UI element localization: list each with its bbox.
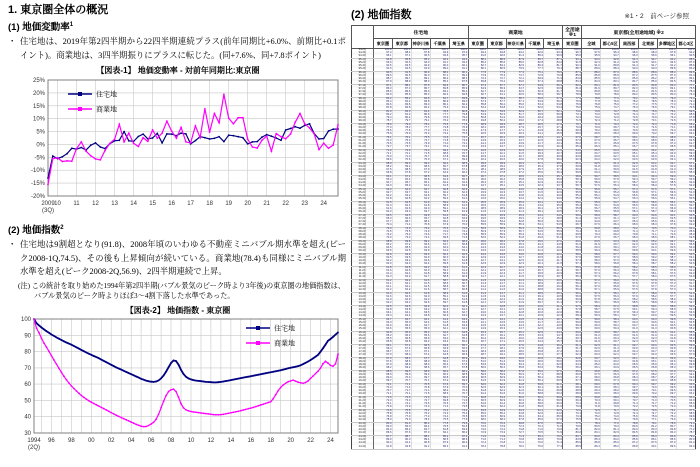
svg-text:20: 20	[244, 201, 252, 208]
svg-text:06: 06	[147, 437, 155, 444]
svg-text:11: 11	[73, 201, 80, 208]
svg-text:商業地: 商業地	[96, 106, 117, 114]
svg-text:02: 02	[107, 437, 115, 444]
svg-text:15%: 15%	[32, 103, 45, 110]
figure2-title: 【図表-2】 地価指数 - 東京圏	[125, 305, 231, 315]
svg-text:19: 19	[225, 201, 233, 208]
figure1-line-chart	[8, 76, 342, 220]
svg-text:-10%: -10%	[30, 168, 45, 175]
svg-text:22: 22	[307, 437, 314, 444]
svg-text:(3Q): (3Q)	[42, 208, 54, 215]
svg-text:10: 10	[187, 437, 195, 444]
svg-text:60: 60	[24, 381, 31, 388]
svg-text:18: 18	[206, 201, 213, 208]
svg-text:25%: 25%	[32, 78, 45, 85]
section2-bullet-text: 住宅地は9割超となり(91.8)、2008年頃のいわゆる不動産ミニバブル期水準を超え(ピーク2008-1Q,74.5)、その後も上昇傾向が続いている。商業地(78.4)も同様にミニバブル期水準を超え(ピーク2008-2Q,56.9)、2四半期連続で上昇。	[20, 240, 346, 277]
svg-text:90: 90	[24, 333, 31, 340]
svg-text:5%: 5%	[36, 129, 45, 136]
svg-text:22: 22	[282, 201, 290, 208]
svg-text:21: 21	[263, 201, 271, 208]
svg-text:100: 100	[20, 316, 31, 323]
svg-text:14: 14	[227, 437, 235, 444]
svg-text:-20%: -20%	[30, 194, 45, 201]
svg-text:-15%: -15%	[30, 181, 45, 188]
land-price-index-table: 住宅地 商業地 全用途※1 東京都(全用途地域) ※2 東京圏 東京都 神奈川県 千葉県 埼玉県 東京圏 東京都 神奈川県 千葉県 埼玉県 東京圏 全域 都心5区 南西部 北東部 多摩地区 都心3区 94-2Q 100.0 100.0 100.0 100.0 100.0 100.0 100.0 100.0 100.0 100.0 100.0 100.0 100.0 100.0 100.0 100.0 100.0 94-3Q 97.4 98.4 97.8 94.9 97.0 94.4 94.8 94.2 92.0 93.4 96.7 97.6 96.4 98.0 98.3 97.8 92.2 94-4Q 96.1 97.1 96.5 93.6 95.7 91.6 92.0 91.4 89.2 90.6 95.0 95.9 94.7 96.3 96.6 96.1 90.5 95-1Q 94.8 95.8 95.2 92.3 94.4 88.1 88.5 87.9 85.7 87.1 93.1 94.0 92.8 94.4 94.7 94.2 88.6 95-2Q 93.6 94.6 94.0 91.1 93.2 85.2 85.6 85.0 82.8 84.2 91.5 92.4 91.2 92.8 93.1 92.6 87.0 95-3Q 92.5 93.5 92.9 90.0 92.1 82.7 83.1 82.5 80.3 81.7 90.1 91.0 89.8 91.4 91.7 91.2 85.6 95-4Q 91.5 92.5 91.9 89.0 91.1 80.1 80.5 79.9 77.7 79.1 88.7 89.6 88.4 90.0 90.3 89.8 84.2 96-1Q 90.5 91.5 90.9 88.0 90.1 77.5 77.9 77.3 75.1 76.5 87.3 88.2 87.0 88.6 88.9 88.4 82.8 96-2Q 89.6 90.6 90.0 87.1 89.2 74.9 75.3 74.7 72.5 73.9 85.9 86.8 85.6 87.2 87.5 87.0 81.4 96-3Q 88.7 89.7 89.1 86.2 88.3 72.3 72.7 72.1 69.9 71.3 84.6 85.5 84.3 85.9 86.2 85.7 80.1 96-4Q 87.9 88.9 88.3 85.4 87.5 69.8 70.2 69.6 67.4 68.8 83.4 84.3 83.1 84.7 85.0 84.5 78.9 97-1Q 87.1 88.1 87.5 84.6 86.7 67.3 67.7 67.1 64.9 66.3 82.2 83.1 81.9 83.5 83.8 83.3 77.7 97-2Q 86.3 87.3 86.7 83.8 85.9 64.9 65.3 64.7 62.5 63.9 81.0 81.9 80.7 82.3 82.6 82.1 76.5 97-3Q 85.6 86.6 86.0 83.1 85.2 62.7 63.1 62.5 60.3 61.7 79.9 80.8 79.6 81.2 81.5 81.0 75.4 97-4Q 84.9 85.9 85.3 82.4 84.5 60.7 61.1 60.5 58.3 59.7 78.9 79.8 78.6 80.2 80.5 80.0 74.4 98-1Q 84.2 85.2 84.6 81.7 83.8 58.9 59.3 58.7 56.5 57.9 77.9 78.8 77.6 79.2 79.5 79.0 73.4 98-2Q 83.4 84.4 83.8 80.9 83.0 57.3 57.7 57.1 54.9 56.3 76.9 77.8 76.6 78.2 78.5 78.0 72.4 98-3Q 82.6 83.6 83.0 80.1 82.2 55.8 56.2 55.6 53.4 54.8 75.9 76.8 75.6 77.2 77.5 77.0 71.4 98-4Q 81.8 82.8 82.2 79.3 81.4 54.4 54.8 54.2 52.0 53.4 75.0 75.9 74.7 76.3 76.6 76.1 70.5 99-1Q 81.0 82.0 81.4 78.5 80.6 53.1 53.5 52.9 50.7 52.1 74.0 74.9 73.7 75.3 75.6 75.1 69.5 99-2Q 80.2 81.2 80.6 77.7 79.8 51.9 52.3 51.7 49.5 50.9 73.1 74.0 72.8 74.4 74.7 74.2 68.6 99-3Q 79.4 80.4 79.8 76.9 79.0 50.8 51.2 50.6 48.4 49.8 72.3 73.2 72.0 73.6 73.9 73.4 67.8 99-4Q 78.7 79.7 79.1 76.2 78.3 49.8 50.2 49.6 47.4 48.8 71.5 72.4 71.2 72.8 73.1 72.6 67.0 00-1Q 78.0 79.0 78.4 75.5 77.6 48.9 49.3 48.7 46.5 47.9 70.7 71.6 70.4 72.0 72.3 71.8 66.2 00-2Q 77.3 78.3 77.7 74.8 76.9 48.1 48.5 47.9 45.7 47.1 70.0 70.9 69.7 71.3 71.6 71.1 65.5 00-3Q 76.6 77.6 77.0 74.1 76.2 47.3 47.7 47.1 44.9 46.3 69.3 70.2 69.0 70.6 70.9 70.4 64.8 00-4Q 75.9 76.9 76.3 73.4 75.5 46.5 46.9 46.3 44.1 45.5 68.6 69.5 68.3 69.9 70.2 69.7 64.1 01-1Q 75.1 76.1 75.5 72.6 74.7 45.7 46.1 45.5 43.3 44.7 67.8 68.7 67.5 69.1 69.4 68.9 63.3 01-2Q 74.3 75.3 74.7 71.8 73.9 44.9 45.3 44.7 42.5 43.9 67.0 67.9 66.7 68.3 68.6 68.1 62.5 01-3Q 73.5 74.5 73.9 71.0 73.1 44.1 44.5 43.9 41.7 43.1 66.2 67.1 65.9 67.5 67.8 67.3 61.7 01-4Q 72.7 73.7 73.1 70.2 72.3 43.3 43.7 43.1 40.9 42.3 65.4 66.3 65.1 66.7 67.0 66.5 60.9 02-1Q 71.9 72.9 72.3 69.4 71.5 42.5 42.9 42.3 40.1 41.5 64.6 65.5 64.3 65.9 66.2 65.7 60.1 02-2Q 71.1 72.1 71.5 68.6 70.7 41.7 42.1 41.5 39.3 40.7 63.8 64.7 63.5 65.1 65.4 64.9 59.3 02-3Q 70.3 71.3 70.7 67.8 69.9 40.9 41.3 40.7 38.5 39.9 63.0 63.9 62.7 64.3 64.6 64.1 58.5 02-4Q 69.6 70.6 70.0 67.1 69.2 40.2 40.6 40.0 37.8 39.2 62.3 63.2 62.0 63.6 63.9 63.4 57.8 03-1Q 68.9 69.9 69.3 66.4 68.5 39.5 39.9 39.3 37.1 38.5 61.6 62.5 61.3 62.9 63.2 62.7 57.1 03-2Q 68.2 69.2 68.6 65.7 67.8 38.8 39.2 38.6 36.4 37.8 60.9 61.8 60.6 62.2 62.5 62.0 56.4 03-3Q 67.5 68.5 67.9 65.0 67.1 38.1 38.5 37.9 35.7 37.1 60.2 61.1 59.9 61.5 61.8 61.3 55.7 03-4Q 66.8 67.8 67.2 64.3 66.4 37.4 37.8 37.2 35.0 36.4 59.5 60.4 59.2 60.8 61.1 60.6 55.0 04-1Q 66.1 67.1 66.5 63.6 65.7 36.7 37.1 36.5 34.3 35.7 58.8 59.7 58.5 60.1 60.4 59.9 54.3 04-2Q 65.4 66.4 65.8 62.9 65.0 36.0 36.4 35.8 33.6 35.0 58.1 59.0 57.8 59.4 59.7 59.2 53.6 04-3Q 64.7 65.7 65.1 62.2 64.3 35.3 35.7 35.1 32.9 34.3 57.4 58.3 57.1 58.7 59.0 58.5 52.9 04-4Q 64.0 65.0 64.4 61.5 63.6 34.7 35.1 34.5 32.3 33.7 56.7 57.6 56.4 58.0 58.3 57.8 52.2 05-1Q 63.3 64.3 63.7 60.8 62.9 34.2 34.6 34.0 31.8 33.2 56.0 56.9 55.7 57.3 57.6 57.1 51.5 05-2Q 62.7 63.7 63.1 60.2 62.3 33.9 34.3 33.7 31.5 32.9 55.5 56.4 55.2 56.8 57.1 56.6 51.0 05-3Q 62.2 63.2 62.6 59.7 61.8 34.0 34.4 33.8 31.6 33.0 55.2 56.1 54.9 56.5 56.8 56.3 50.7 05-4Q 61.8 62.8 62.2 59.3 61.4 34.6 35.0 34.4 32.2 33.6 55.0 55.9 54.7 56.3 56.6 56.1 50.5 06-1Q 61.5 62.5 61.9 59.0 61.1 35.5 35.9 35.3 33.1 34.5 55.0 55.9 54.7 56.3 56.6 56.1 50.5 06-2Q 61.4 62.4 61.8 58.9 61.0 36.6 37.0 36.4 34.2 35.6 55.2 56.1 54.9 56.5 56.8 56.3 50.7 06-3Q 61.6 62.6 62.0 59.1 61.2 38.5 38.9 38.3 36.1 37.5 55.8 56.7 55.5 57.1 57.4 56.9 51.3 06-4Q 62.3 63.3 62.7 59.8 61.9 41.5 41.9 41.3 39.1 40.5 57.1 58.0 56.8 58.4 58.7 58.2 52.6 07-1Q 63.5 64.5 63.9 61.0 63.1 45.5 45.9 45.3 43.1 44.5 59.0 59.9 58.7 60.3 60.6 60.1 54.5 07-2Q 65.3 66.3 65.7 62.8 64.9 49.5 49.9 49.3 47.1 48.5 61.4 62.3 61.1 62.7 63.0 62.5 56.9 07-3Q 67.7 68.7 68.1 65.2 67.3 53.0 53.4 52.8 50.6 52.0 64.0 64.9 63.7 65.3 65.6 65.1 59.5 07-4Q 70.4 71.4 70.8 67.9 70.0 55.5 55.9 55.3 53.1 54.5 66.7 67.6 66.4 68.0 68.3 67.8 62.2 08-1Q 73.0 74.0 73.4 70.5 72.6 56.5 56.9 56.3 54.1 55.5 68.9 69.8 68.6 70.2 70.5 70.0 64.4 08-2Q 74.5 75.5 74.9 72.0 74.1 56.9 57.3 56.7 54.5 55.9 70.1 71.0 69.8 71.4 71.7 71.2 65.6 08-3Q 74.2 75.2 74.6 71.7 73.8 55.5 55.9 55.3 53.1 54.5 69.5 70.4 69.2 70.8 71.1 70.6 65.0 08-4Q 72.0 73.0 72.4 69.5 71.6 52.0 52.4 51.8 49.6 51.0 67.0 67.9 66.7 68.3 68.6 68.1 62.5 09-1Q 68.8 69.8 69.2 66.3 68.4 48.0 48.4 47.8 45.6 47.0 63.6 64.5 63.3 64.9 65.2 64.7 59.1 09-2Q 66.2 67.2 66.6 63.7 65.8 45.5 45.9 45.3 43.1 44.5 61.0 61.9 60.7 62.3 62.6 62.1 56.5 09-3Q 64.5 65.5 64.9 62.0 64.1 44.2 44.6 44.0 41.8 43.2 59.4 60.3 59.1 60.7 61.0 60.5 54.9 09-4Q 63.5 64.5 63.9 61.0 63.1 43.6 44.0 43.4 41.2 42.6 58.5 59.4 58.2 59.8 60.1 59.6 54.0 10-1Q 62.9 63.9 63.3 60.4 62.5 43.2 43.6 43.0 40.8 42.2 58.0 58.9 57.7 59.3 59.6 59.1 53.5 10-2Q 62.5 63.5 62.9 60.0 62.1 42.9 43.3 42.7 40.5 41.9 57.6 58.5 57.3 58.9 59.2 58.7 53.1 10-3Q 62.2 63.2 62.6 59.7 61.8 42.7 43.1 42.5 40.3 41.7 57.3 58.2 57.0 58.6 58.9 58.4 52.8 10-4Q 62.0 63.0 62.4 59.5 61.6 42.5 42.9 42.3 40.1 41.5 57.1 58.0 56.8 58.4 58.7 58.2 52.6 11-1Q 61.8 62.8 62.2 59.3 61.4 42.3 42.7 42.1 39.9 41.3 56.9 57.8 56.6 58.2 58.5 58.0 52.4 11-2Q 61.6 62.6 62.0 59.1 61.2 42.1 42.5 41.9 39.7 41.1 56.7 57.6 56.4 58.0 58.3 57.8 52.2 11-3Q 61.4 62.4 61.8 58.9 61.0 41.9 42.3 41.7 39.5 40.9 56.5 57.4 56.2 57.8 58.1 57.6 52.0 11-4Q 61.3 62.3 61.7 58.8 60.9 41.7 42.1 41.5 39.3 40.7 56.4 57.3 56.1 57.7 58.0 57.5 51.9 12-1Q 61.2 62.2 61.6 58.7 60.8 41.5 41.9 41.3 39.1 40.5 56.3 57.2 56.0 57.6 57.9 57.4 51.8 12-2Q 61.1 62.1 61.5 58.6 60.7 41.3 41.7 41.1 38.9 40.3 56.2 57.1 55.9 57.5 57.8 57.3 51.7 12-3Q 61.1 62.1 61.5 58.6 60.7 41.2 41.6 41.0 38.8 40.2 56.1 57.0 55.8 57.4 57.7 57.2 51.6 12-4Q 61.2 62.2 61.6 58.7 60.8 41.2 41.6 41.0 38.8 40.2 56.2 57.1 55.9 57.5 57.8 57.3 51.7 13-1Q 61.4 62.4 61.8 58.9 61.0 41.3 41.7 41.1 38.9 40.3 56.4 57.3 56.1 57.7 58.0 57.5 51.9 13-2Q 61.6 62.6 62.0 59.1 61.2 41.5 41.9 41.3 39.1 40.5 56.6 57.5 56.3 57.9 58.2 57.7 52.1 13-3Q 61.9 62.9 62.3 59.4 61.5 41.8 42.2 41.6 39.4 40.8 56.9 57.8 56.6 58.2 58.5 58.0 52.4 13-4Q 62.2 63.2 62.6 59.7 61.8 42.1 42.5 41.9 39.7 41.1 57.2 58.1 56.9 58.5 58.8 58.3 52.7 14-1Q 62.5 63.5 62.9 60.0 62.1 42.4 42.8 42.2 40.0 41.4 57.5 58.4 57.2 58.8 59.1 58.6 53.0 14-2Q 62.8 63.8 63.2 60.3 62.4 42.7 43.1 42.5 40.3 41.7 57.8 58.7 57.5 59.1 59.4 58.9 53.3 14-3Q 63.1 64.1 63.5 60.6 62.7 43.0 43.4 42.8 40.6 42.0 58.1 59.0 57.8 59.4 59.7 59.2 53.6 14-4Q 63.4 64.4 63.8 60.9 63.0 43.3 43.7 43.1 40.9 42.3 58.4 59.3 58.1 59.7 60.0 59.5 53.9 15-1Q 63.7 64.7 64.1 61.2 63.3 43.7 44.1 43.5 41.3 42.7 58.7 59.6 58.4 60.0 60.3 59.8 54.2 15-2Q 64.0 65.0 64.4 61.5 63.6 44.1 44.5 43.9 41.7 43.1 59.0 59.9 58.7 60.3 60.6 60.1 54.5 15-3Q 64.3 65.3 64.7 61.8 63.9 44.5 44.9 44.3 42.1 43.5 59.4 60.3 59.1 60.7 61.0 60.5 54.9 15-4Q 64.6 65.6 65.0 62.1 64.2 44.9 45.3 44.7 42.5 43.9 59.7 60.6 59.4 61.0 61.3 60.8 55.2 16-1Q 64.9 65.9 65.3 62.4 64.5 45.3 45.7 45.1 42.9 44.3 60.0 60.9 59.7 61.3 61.6 61.1 55.5 16-2Q 65.2 66.2 65.6 62.7 64.8 45.7 46.1 45.5 43.3 44.7 60.3 61.2 60.0 61.6 61.9 61.4 55.8 16-3Q 65.5 66.5 65.9 63.0 65.1 46.2 46.6 46.0 43.8 45.2 60.7 61.6 60.4 62.0 62.3 61.8 56.2 16-4Q 65.8 66.8 66.2 63.3 65.4 46.7 47.1 46.5 44.3 45.7 61.0 61.9 60.7 62.3 62.6 62.1 56.5 17-1Q 66.1 67.1 66.5 63.6 65.7 47.2 47.6 47.0 44.8 46.2 61.4 62.3 61.1 62.7 63.0 62.5 56.9 17-2Q 66.4 67.4 66.8 63.9 66.0 47.7 48.1 47.5 45.3 46.7 61.7 62.6 61.4 63.0 63.3 62.8 57.2 17-3Q 66.7 67.7 67.1 64.2 66.3 48.2 48.6 48.0 45.8 47.2 62.1 63.0 61.8 63.4 63.7 63.2 57.6 17-4Q 67.0 68.0 67.4 64.5 66.6 48.7 49.1 48.5 46.3 47.7 62.4 63.3 62.1 63.7 64.0 63.5 57.9 18-1Q 67.3 68.3 67.7 64.8 66.9 49.2 49.6 49.0 46.8 48.2 62.8 63.7 62.5 64.1 64.4 63.9 58.3 18-2Q 67.6 68.6 68.0 65.1 67.2 51.0 51.4 50.8 48.6 50.0 63.5 64.4 63.2 64.8 65.1 64.6 59.0 18-3Q 67.9 68.9 68.3 65.4 67.5 53.5 53.9 53.3 51.1 52.5 64.3 65.2 64.0 65.6 65.9 65.4 59.8 18-4Q 68.2 69.2 68.6 65.7 67.8 56.0 56.4 55.8 53.6 55.0 65.2 66.1 64.9 66.5 66.8 66.3 60.7 19-1Q 68.5 69.5 68.9 66.0 68.1 58.0 58.4 57.8 55.6 57.0 65.9 66.8 65.6 67.2 67.5 67.0 61.4 19-2Q 68.9 69.9 69.3 66.4 68.5 59.5 59.9 59.3 57.1 58.5 66.6 67.5 66.3 67.9 68.2 67.7 62.1 19-3Q 69.3 70.3 69.7 66.8 68.9 60.5 60.9 60.3 58.1 59.5 67.1 68.0 66.8 68.4 68.7 68.2 62.6 19-4Q 69.7 70.7 70.1 67.2 69.3 61.5 61.9 61.3 59.1 60.5 67.7 68.6 67.4 69.0 69.3 68.8 63.2 20-1Q 70.1 71.1 70.5 67.6 69.7 62.0 62.4 61.8 59.6 61.0 68.1 69.0 67.8 69.4 69.7 69.2 63.6 20-2Q 70.4 71.4 70.8 67.9 70.0 62.5 62.9 62.3 60.1 61.5 68.4 69.3 68.1 69.7 70.0 69.5 63.9 20-3Q 70.7 71.7 71.1 68.2 70.3 61.8 62.2 61.6 59.4 60.8 68.5 69.4 68.2 69.8 70.1 69.6 64.0 20-4Q 71.1 72.1 71.5 68.6 70.7 61.2 61.6 61.0 58.8 60.2 68.6 69.5 68.3 69.9 70.2 69.7 64.1 21-1Q 71.6 72.6 72.0 69.1 71.2 60.8 61.2 60.6 58.4 59.8 68.9 69.8 68.6 70.2 70.5 70.0 64.4 21-2Q 72.3 73.3 72.7 69.8 71.9 60.5 60.9 60.3 58.1 59.5 69.4 70.3 69.1 70.7 71.0 70.5 64.9 21-3Q 73.1 74.1 73.5 70.6 72.7 61.0 61.4 60.8 58.6 60.0 70.1 71.0 69.8 71.4 71.7 71.2 65.6 21-4Q 73.9 74.9 74.3 71.4 73.5 62.0 62.4 61.8 59.6 61.0 70.9 71.8 70.6 72.2 72.5 72.0 66.4 22-1Q 74.8 75.8 75.2 72.3 74.4 63.5 63.9 63.3 61.1 62.5 72.0 72.9 71.7 73.3 73.6 73.1 67.5 22-2Q 75.8 76.8 76.2 73.3 75.4 65.0 65.4 64.8 62.6 64.0 73.1 74.0 72.8 74.4 74.7 74.2 68.6 22-3Q 76.9 77.9 77.3 74.4 76.5 66.5 66.9 66.3 64.1 65.5 74.3 75.2 74.0 75.6 75.9 75.4 69.8 22-4Q 78.0 79.0 78.4 75.5 77.6 68.0 68.4 67.8 65.6 67.0 75.5 76.4 75.2 76.8 77.1 76.6 71.0 23-1Q 80.0 81.0 80.4 77.5 79.6 70.0 70.4 69.8 67.6 69.0 77.5 78.4 77.2 78.8 79.1 78.6 73.0 23-2Q 82.0 83.0 82.4 79.5 81.6 72.5 72.9 72.3 70.1 71.5 79.6 80.5 79.3 80.9 81.2 80.7 75.1 23-3Q 84.3 85.3 84.7 81.8 83.9 74.0 74.4 73.8 71.6 73.0 81.7 82.6 81.4 83.0 83.3 82.8 77.2 23-4Q 86.6 87.6 87.0 84.1 86.2 72.9 73.3 72.7 70.5 71.9 83.2 84.1 82.9 84.5 84.8 84.3 78.7 24-1Q 87.7 88.7 88.1 85.2 87.3 71.5 71.9 71.3 69.1 70.5 83.7 84.6 83.4 85.0 85.3 84.8 79.2 24-2Q 89.0 90.0 89.4 86.5 88.6 71.0 71.4 70.8 68.6 70.0 84.5 85.4 84.2 85.8 86.1 85.6 80.0 24-3Q 90.4 91.4 90.8 87.9 90.0 72.4 72.8 72.2 70.0 71.4 85.9 86.8 85.6 87.2 87.5 87.0 81.4 24-4Q 91.8 92.8 92.2 89.3 91.4 78.4 78.8 78.2 76.0 77.4 88.5 89.4 88.2 89.8 90.1 89.6 84.0	[351, 25, 696, 450]
svg-text:70: 70	[24, 365, 31, 372]
svg-text:23: 23	[301, 201, 309, 208]
section1-footnote-mark: 1	[69, 22, 74, 28]
svg-text:20%: 20%	[32, 91, 45, 98]
svg-text:13: 13	[111, 201, 118, 208]
section1-heading-text: (1) 地価変動率	[8, 22, 70, 34]
svg-text:1994: 1994	[27, 437, 41, 444]
svg-text:15: 15	[149, 201, 156, 208]
bullet-marker: ・	[8, 37, 17, 47]
figure2-line-chart	[8, 316, 342, 454]
section2-footnote-mark: 2	[60, 225, 64, 232]
svg-text:16: 16	[168, 201, 175, 208]
figure1-title: 【図表-1】 地価変動率 - 対前年同期比:東京圏	[96, 66, 260, 76]
section2-heading	[8, 222, 348, 237]
section1-bullet-text: 住宅地は、2019年第2四半期から22四半期連続プラス(前年同期比+6.0%、前期比+0.1ポイント)。商業地は、3四半期振りにプラスに転じた。(同+7.6%、同+7.8ポイント)	[20, 37, 346, 60]
svg-text:(2Q): (2Q)	[28, 444, 40, 451]
svg-text:96: 96	[48, 437, 55, 444]
right-column	[351, 6, 697, 450]
svg-text:08: 08	[167, 437, 175, 444]
page-title: 1. 東京圏全体の概況	[8, 4, 109, 16]
svg-text:住宅地: 住宅地	[96, 91, 117, 99]
svg-text:-5%: -5%	[34, 155, 45, 162]
svg-text:10: 10	[54, 201, 61, 208]
section1-heading	[8, 19, 348, 34]
svg-text:商業地: 商業地	[274, 340, 295, 348]
svg-text:10%: 10%	[32, 116, 45, 123]
section1-bullet	[8, 35, 346, 62]
svg-text:住宅地: 住宅地	[274, 325, 295, 333]
svg-text:40: 40	[24, 414, 31, 421]
svg-text:98: 98	[68, 437, 75, 444]
svg-text:14: 14	[130, 201, 137, 208]
left-column	[8, 3, 348, 454]
svg-text:04: 04	[127, 437, 135, 444]
section2-heading-text: (2) 地価指数	[8, 225, 61, 237]
svg-text:12: 12	[207, 437, 215, 444]
svg-text:17: 17	[187, 201, 194, 208]
section2-bullet	[8, 238, 346, 279]
svg-text:80: 80	[24, 349, 31, 356]
right-panel-title: (2) 地価指数	[351, 9, 412, 21]
bullet-marker: ・	[8, 240, 17, 250]
svg-text:12: 12	[92, 201, 99, 208]
svg-text:2009: 2009	[41, 201, 55, 208]
svg-text:24: 24	[320, 201, 328, 208]
section2-note: (注) この統計を取り始めた1994年第2四半期(バブル景気のピーク時より3年後)の東京圏の地価指数は、バブル景気のピーク時よりほぼ3〜4割下落した水準であった。	[18, 281, 346, 301]
svg-text:00: 00	[87, 437, 95, 444]
svg-text:50: 50	[24, 398, 31, 405]
svg-text:30: 30	[24, 430, 31, 437]
svg-text:16: 16	[247, 437, 255, 444]
footnote-reference: ※1・2 前ページ参照	[624, 13, 689, 20]
svg-text:20: 20	[287, 437, 295, 444]
svg-text:24: 24	[327, 437, 334, 444]
svg-text:0%: 0%	[36, 142, 45, 149]
svg-text:18: 18	[267, 437, 275, 444]
right-panel-header	[351, 6, 697, 22]
